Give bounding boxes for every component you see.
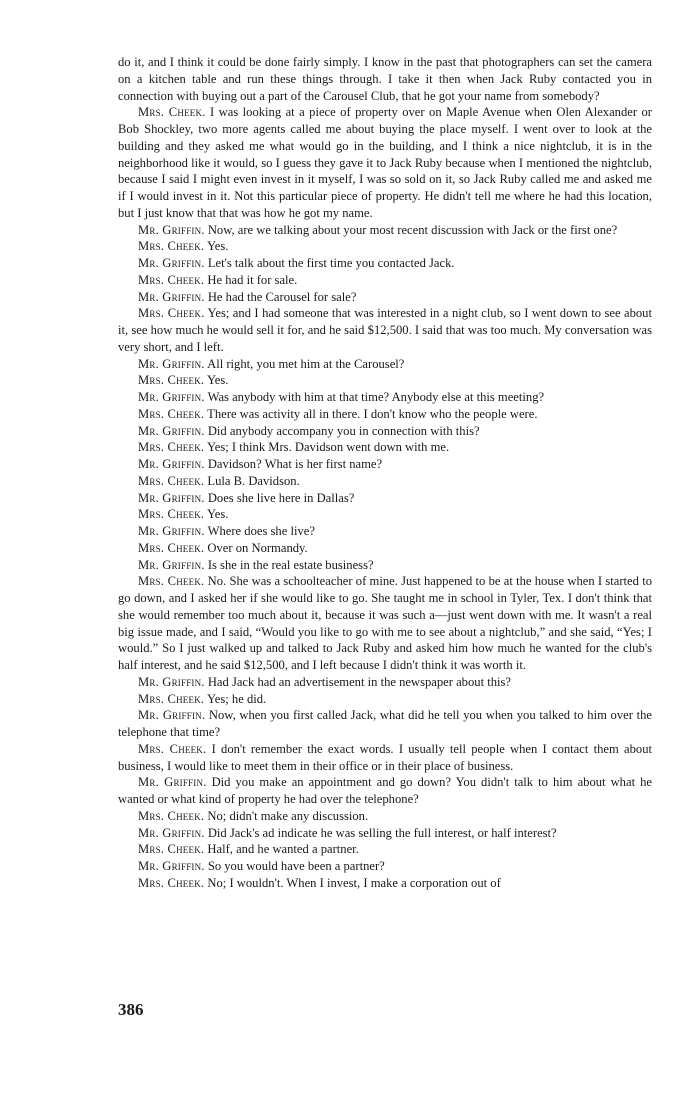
paragraph-text: All right, you met him at the Carousel? xyxy=(207,356,405,371)
speaker-label: Mrs. Cheek. xyxy=(138,741,207,756)
speaker-label: Mrs. Cheek. xyxy=(138,105,206,120)
speaker-label: Mrs. Cheek. xyxy=(138,406,205,421)
transcript-paragraph xyxy=(118,573,652,674)
paragraph-text: Davidson? What is her first name? xyxy=(207,457,383,471)
speaker-label: Mrs. Cheek. xyxy=(138,507,205,522)
transcript-paragraph xyxy=(118,406,652,423)
paragraph-text: So you would have been a partner? xyxy=(207,859,385,873)
transcript-paragraph xyxy=(118,222,652,239)
speaker-label: Mrs. Cheek. xyxy=(138,574,205,589)
paragraph-text: Is she in the real estate business? xyxy=(207,557,374,572)
transcript-paragraph xyxy=(118,473,652,490)
paragraph-text: Yes; and I had someone that was interested in a night club, so I went down to see about it, see how much he would sell it for, and he said $12,500. I said that was too much. My conversation was very short, and I left. xyxy=(118,306,652,354)
transcript-paragraph xyxy=(118,707,652,741)
speaker-label: Mrs. Cheek. xyxy=(138,808,205,823)
paragraph-text: Over on Normandy. xyxy=(207,540,308,555)
paragraph-text: I was looking at a piece of property over on Maple Avenue when Olen Alexander or Bob Shockley, two more agents called me about buying the place myself. I went over to look at the building and they asked me what would go in the building, and I think a nice nightclub, it is in the neighborhood like it would, so I guess they gave it to Jack Ruby because when I mentioned the nightclub, because I said I might even invest in it myself, I was so sold on it, so Jack Ruby called me and asked me if I would invest in it. Not this particular piece of property. He didn't tell me where he had this location, but I just know that that was how he got my name. xyxy=(118,105,652,220)
transcript-paragraph xyxy=(118,372,652,389)
paragraph-text: No; didn't make any discussion. xyxy=(207,808,369,823)
transcript-paragraph xyxy=(118,439,652,456)
paragraph-text: Let's talk about the first time you contacted Jack. xyxy=(207,256,455,270)
transcript-paragraph xyxy=(118,557,652,574)
speaker-label: Mr. Griffin. xyxy=(138,256,205,270)
speaker-label: Mrs. Cheek. xyxy=(138,875,205,890)
paragraph-text: He had it for sale. xyxy=(207,272,298,287)
transcript-paragraph xyxy=(118,674,652,691)
speaker-label: Mr. Griffin. xyxy=(138,356,205,371)
transcript-paragraph xyxy=(118,456,652,473)
paragraph-text: I don't remember the exact words. I usually tell people when I contact them about business, I would like to meet them in their office or in their place of business. xyxy=(118,741,652,773)
paragraph-text: He had the Carousel for sale? xyxy=(207,289,357,304)
transcript-paragraph xyxy=(118,305,652,355)
paragraph-text: Half, and he wanted a partner. xyxy=(207,842,359,857)
transcript-paragraph xyxy=(118,389,652,406)
paragraph-text: Was anybody with him at that time? Anybody else at this meeting? xyxy=(207,390,545,404)
speaker-label: Mr. Griffin. xyxy=(138,222,205,237)
paragraph-text: Yes; I think Mrs. Davidson went down with me. xyxy=(206,440,450,455)
paragraph-text: There was activity all in there. I don't know who the people were. xyxy=(207,406,538,421)
transcript-paragraph xyxy=(118,841,652,858)
speaker-label: Mrs. Cheek. xyxy=(138,691,205,706)
transcript-paragraph xyxy=(118,808,652,825)
transcript-paragraph xyxy=(118,289,652,306)
paragraph-text: Lula B. Davidson. xyxy=(207,473,300,488)
transcript-paragraph xyxy=(118,506,652,523)
speaker-label: Mr. Griffin. xyxy=(138,457,205,471)
speaker-label: Mrs. Cheek. xyxy=(138,306,205,321)
paragraph-text: Does she live here in Dallas? xyxy=(207,490,355,505)
speaker-label: Mr. Griffin. xyxy=(138,775,207,790)
transcript-paragraph xyxy=(118,540,652,557)
paragraph-text: Yes. xyxy=(206,507,229,522)
speaker-label: Mrs. Cheek. xyxy=(138,239,205,254)
transcript-paragraph xyxy=(118,238,652,255)
paragraph-text: Did anybody accompany you in connection with this? xyxy=(207,423,480,438)
transcript-paragraph xyxy=(118,858,652,875)
transcript-paragraph xyxy=(118,691,652,708)
speaker-label: Mr. Griffin. xyxy=(138,524,205,538)
speaker-label: Mrs. Cheek. xyxy=(138,842,205,857)
speaker-label: Mr. Griffin. xyxy=(138,557,205,572)
paragraph-text: Now, when you first called Jack, what did he tell you when you talked to him over the telephone that time? xyxy=(118,708,653,739)
paragraph-text: Did Jack's ad indicate he was selling the full interest, or half interest? xyxy=(207,825,557,840)
transcript-paragraph xyxy=(118,490,652,507)
paragraph-text: Did you make an appointment and go down? You didn't talk to him about what he wanted or what kind of property he had over the telephone? xyxy=(118,775,652,806)
transcript-paragraph xyxy=(118,272,652,289)
speaker-label: Mr. Griffin. xyxy=(138,423,205,438)
transcript-paragraph xyxy=(118,255,652,272)
speaker-label: Mrs. Cheek. xyxy=(138,540,205,555)
speaker-label: Mr. Griffin. xyxy=(138,490,205,505)
paragraph-text: Yes; he did. xyxy=(206,691,267,706)
paragraph-text: No; I wouldn't. When I invest, I make a corporation out of xyxy=(207,875,501,890)
transcript-paragraph xyxy=(118,774,652,808)
paragraph-text: Yes. xyxy=(206,239,229,254)
speaker-label: Mrs. Cheek. xyxy=(138,473,205,488)
paragraph-text: Had Jack had an advertisement in the newspaper about this? xyxy=(207,674,512,689)
paragraph-text: Now, are we talking about your most recent discussion with Jack or the first one? xyxy=(207,222,618,237)
speaker-label: Mr. Griffin. xyxy=(138,390,205,404)
speaker-label: Mrs. Cheek. xyxy=(138,373,205,388)
transcript-paragraph xyxy=(118,356,652,373)
speaker-label: Mr. Griffin. xyxy=(138,674,205,689)
transcript-paragraph xyxy=(118,54,652,104)
paragraph-text: No. She was a schoolteacher of mine. Just happened to be at the house when I started to go down, and I asked her if she would like to go. She taught me in school in Tyler, Tex. I don't think that she would remember too much about it, because it was such a—just went down with me. It wasn't a real big issue made, and I said, “Would you like to go with me to see about a nightclub,” and she said, “Yes; I would.” So I just walked up and talked to Jack Ruby and asked him how much he wanted for the club's half interest, and he said $12,500, and I left because I didn't think it was worth it. xyxy=(118,574,653,672)
speaker-label: Mrs. Cheek. xyxy=(138,272,205,287)
transcript-paragraph xyxy=(118,523,652,540)
page-number: 386 xyxy=(118,1000,144,1019)
paragraph-text: do it, and I think it could be done fairly simply. I know in the past that photographers can set the camera on a kitchen table and run these things through. I take it then when Jack Ruby contacted you in connection with buying out a part of the Carousel Club, that he got your name from somebody? xyxy=(118,55,652,103)
speaker-label: Mr. Griffin. xyxy=(138,859,205,873)
speaker-label: Mr. Griffin. xyxy=(138,708,206,723)
transcript-paragraph xyxy=(118,875,652,892)
paragraph-text: Where does she live? xyxy=(207,524,315,538)
speaker-label: Mr. Griffin. xyxy=(138,289,205,304)
transcript-page xyxy=(118,54,652,892)
paragraph-text: Yes. xyxy=(206,373,229,388)
transcript-paragraph xyxy=(118,423,652,440)
transcript-paragraph xyxy=(118,825,652,842)
transcript-paragraph xyxy=(118,741,652,775)
speaker-label: Mrs. Cheek. xyxy=(138,440,205,455)
transcript-paragraph xyxy=(118,104,652,221)
speaker-label: Mr. Griffin. xyxy=(138,825,205,840)
